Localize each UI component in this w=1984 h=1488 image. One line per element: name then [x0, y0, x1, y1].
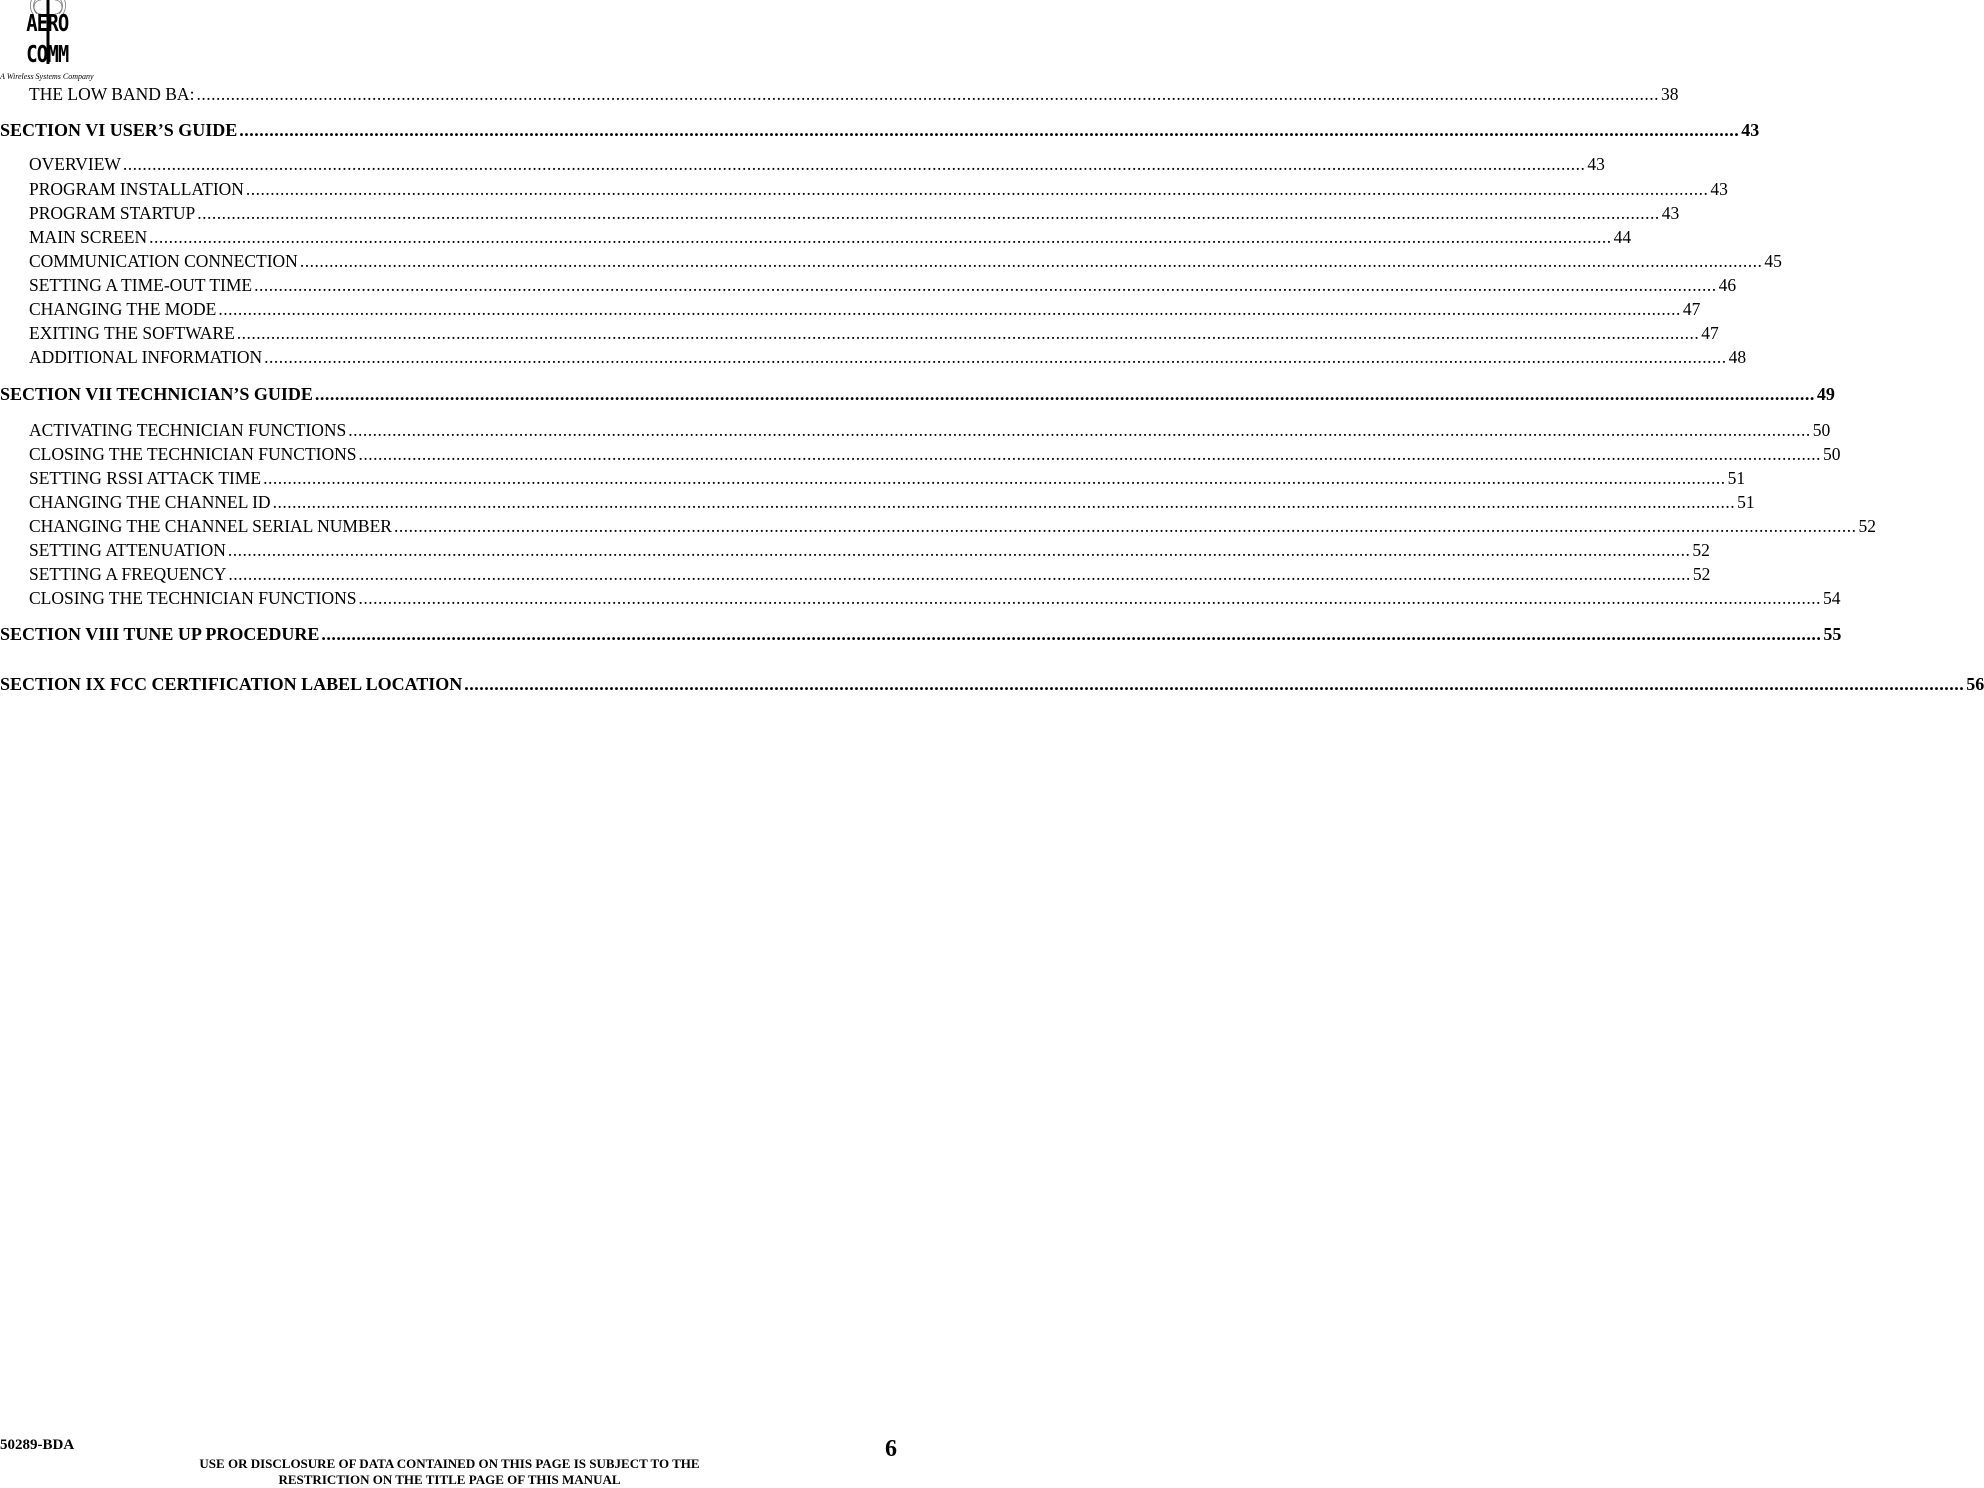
toc-entry-title: CLOSING THE TECHNICIAN FUNCTIONS [29, 444, 357, 464]
toc-leader-dots: ............................................................................................................................................................................................................................................................................................................ [272, 492, 1736, 512]
toc-entry-page: 46 [1718, 275, 1737, 295]
toc-entry-title: SETTING ATTENUATION [29, 540, 226, 560]
toc-leader-dots: ............................................................................................................................................................................................................................................................................................................ [236, 323, 1700, 343]
toc-entry-title: CHANGING THE MODE [29, 299, 217, 319]
toc-entry-page: 47 [1682, 299, 1701, 319]
toc-entry[interactable] [29, 563, 1711, 585]
toc-entry-page: 43 [1710, 179, 1728, 199]
toc-entry-title: CLOSING THE TECHNICIAN FUNCTIONS [29, 588, 357, 608]
toc-entry[interactable] [29, 226, 1632, 248]
toc-entry[interactable] [29, 419, 1831, 441]
toc-entry-page: 54 [1822, 588, 1841, 608]
toc-entry-title: MAIN SCREEN [29, 227, 148, 247]
toc-leader-dots: ............................................................................................................................................................................................................................................................................................................ [122, 154, 1586, 174]
toc-entry-page: 52 [1692, 540, 1710, 560]
toc-entry[interactable] [29, 250, 1782, 272]
toc-leader-dots: ............................................................................................................................................................................................................................................................................................................ [149, 227, 1612, 247]
toc-section-entry[interactable] [0, 622, 1842, 646]
toc-leader-dots: ............................................................................................................................................................................................................................................................................................................ [264, 347, 1727, 367]
toc-entry[interactable] [29, 274, 1737, 296]
toc-entry[interactable] [29, 443, 1841, 465]
toc-entry-page: 48 [1728, 347, 1747, 367]
toc-entry-page: 51 [1727, 468, 1746, 488]
toc-entry-page: 55 [1823, 624, 1842, 644]
toc-entry[interactable] [29, 202, 1680, 224]
toc-leader-dots: ............................................................................................................................................................................................................................................................................................................ [299, 251, 1763, 271]
toc-entry-page: 43 [1587, 154, 1605, 174]
toc-entry-page: 52 [1692, 564, 1711, 584]
toc-section-entry[interactable] [0, 382, 1835, 406]
logo-text-aero: AERO [26, 11, 69, 37]
toc-entry-page: 43 [1741, 120, 1760, 140]
toc-entry[interactable] [29, 153, 1605, 175]
disclosure-notice [0, 1456, 899, 1488]
toc-entry[interactable] [29, 322, 1719, 344]
toc-entry-page: 45 [1764, 251, 1782, 271]
disclosure-notice-line: USE OR DISCLOSURE OF DATA CONTAINED ON THIS PAGE IS SUBJECT TO THE [199, 1456, 700, 1471]
toc-entry[interactable] [29, 587, 1841, 609]
toc-entry[interactable] [29, 467, 1746, 489]
toc-entry[interactable] [29, 298, 1701, 320]
document-number: 50289-BDA [0, 1437, 75, 1453]
toc-entry-page: 38 [1660, 84, 1679, 104]
toc-leader-dots: ............................................................................................................................................................................................................................................................................................................ [227, 540, 1691, 560]
toc-leader-dots: ............................................................................................................................................................................................................................................................................................................ [393, 516, 1857, 536]
toc-leader-dots: ............................................................................................................................................................................................................................................................................................................ [464, 674, 1965, 694]
toc-leader-dots: ............................................................................................................................................................................................................................................................................................................ [228, 564, 1691, 584]
toc-leader-dots: ............................................................................................................................................................................................................................................................................................................ [348, 420, 1811, 440]
toc-entry-title: SETTING A TIME-OUT TIME [29, 275, 253, 295]
logo-text-comm: COMM [26, 42, 69, 68]
toc-entry[interactable] [29, 539, 1710, 561]
toc-entry[interactable] [29, 83, 1679, 105]
toc-entry-page: 44 [1613, 227, 1632, 247]
toc-leader-dots: ............................................................................................................................................................................................................................................................................................................ [239, 120, 1740, 140]
toc-entry[interactable] [29, 491, 1755, 513]
toc-section-entry[interactable] [0, 672, 1984, 696]
toc-leader-dots: ............................................................................................................................................................................................................................................................................................................ [218, 299, 1681, 319]
toc-leader-dots: ............................................................................................................................................................................................................................................................................................................ [245, 179, 1709, 199]
toc-entry-page: 49 [1816, 384, 1835, 404]
toc-entry-title: ADDITIONAL INFORMATION [29, 347, 263, 367]
toc-leader-dots: ............................................................................................................................................................................................................................................................................................................ [314, 384, 1815, 404]
toc-leader-dots: ............................................................................................................................................................................................................................................................................................................ [358, 444, 1821, 464]
toc-entry-title: SECTION VIII TUNE UP PROCEDURE [0, 624, 320, 644]
toc-entry-page: 52 [1858, 516, 1876, 536]
toc-leader-dots: ............................................................................................................................................................................................................................................................................................................ [263, 468, 1726, 488]
toc-entry-title: SETTING RSSI ATTACK TIME [29, 468, 262, 488]
toc-entry[interactable] [29, 178, 1728, 200]
toc-entry-title: CHANGING THE CHANNEL SERIAL NUMBER [29, 516, 392, 536]
toc-entry-title: COMMUNICATION CONNECTION [29, 251, 298, 271]
toc-entry-page: 43 [1661, 203, 1680, 223]
toc-entry-title: CHANGING THE CHANNEL ID [29, 492, 271, 512]
toc-section-entry[interactable] [0, 118, 1760, 142]
toc-entry-title: EXITING THE SOFTWARE [29, 323, 235, 343]
toc-entry[interactable] [29, 515, 1876, 537]
toc-leader-dots: ............................................................................................................................................................................................................................................................................................................ [321, 624, 1822, 644]
logo-tagline: A Wireless Systems Company [0, 72, 94, 81]
toc-entry-page: 56 [1966, 674, 1984, 694]
toc-leader-dots: ............................................................................................................................................................................................................................................................................................................ [254, 275, 1717, 295]
toc-entry-title: SECTION VII TECHNICIAN’S GUIDE [0, 384, 313, 404]
toc-entry-title: ACTIVATING TECHNICIAN FUNCTIONS [29, 420, 347, 440]
toc-leader-dots: ............................................................................................................................................................................................................................................................................................................ [196, 84, 1659, 104]
toc-leader-dots: ............................................................................................................................................................................................................................................................................................................ [358, 588, 1821, 608]
toc-entry-title: OVERVIEW [29, 154, 121, 174]
toc-entry-page: 47 [1701, 323, 1719, 343]
toc-entry-title: SETTING A FREQUENCY [29, 564, 227, 584]
aerocomm-logo [0, 0, 110, 82]
toc-entry-title: THE LOW BAND BA: [29, 84, 195, 104]
toc-entry-page: 50 [1822, 444, 1841, 464]
toc-entry-page: 51 [1737, 492, 1755, 512]
page-number: 6 [885, 1436, 897, 1462]
toc-entry-title: PROGRAM INSTALLATION [29, 179, 244, 199]
toc-entry-page: 50 [1812, 420, 1831, 440]
toc-entry-title: SECTION IX FCC CERTIFICATION LABEL LOCATION [0, 674, 463, 694]
toc-leader-dots: ............................................................................................................................................................................................................................................................................................................ [197, 203, 1660, 223]
toc-entry-title: SECTION VI USER’S GUIDE [0, 120, 238, 140]
toc-entry-title: PROGRAM STARTUP [29, 203, 196, 223]
disclosure-notice-line: RESTRICTION ON THE TITLE PAGE OF THIS MANUAL [278, 1472, 621, 1487]
toc-entry[interactable] [29, 346, 1747, 368]
